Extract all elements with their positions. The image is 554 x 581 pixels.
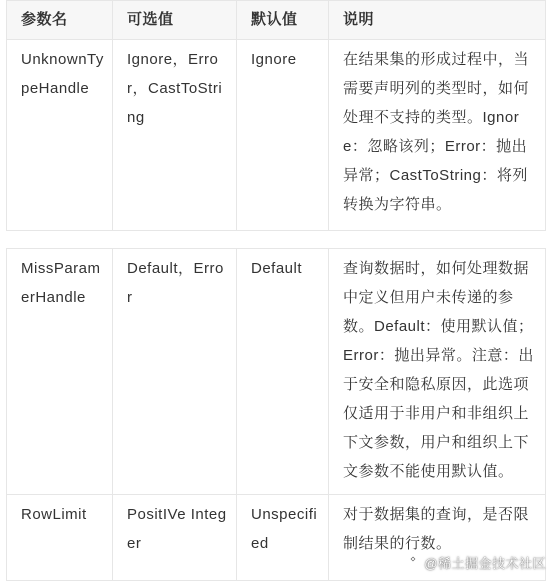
- cell-values: [113, 40, 237, 231]
- param-text: MissParamerHandle: [21, 260, 101, 306]
- cell-description: [329, 40, 546, 231]
- values-text: Default，Error: [127, 260, 224, 306]
- header-default: 默认值: [237, 1, 329, 40]
- cell-values: [113, 495, 237, 581]
- values-text: PositIVe Integer: [127, 506, 227, 552]
- header-description: 说明: [329, 1, 546, 40]
- description-text: 对于数据集的查询，是否限制结果的行数。: [343, 506, 530, 552]
- header-values: 可选值: [113, 1, 237, 40]
- watermark-text: @稀土掘金技术社区: [424, 556, 546, 571]
- cell-default: [237, 249, 329, 495]
- default-text: Unspecified: [251, 506, 318, 552]
- param-text: RowLimit: [21, 506, 87, 523]
- parameter-table-bottom: [6, 248, 546, 581]
- header-param: 参数名: [7, 1, 113, 40]
- default-text: Default: [251, 260, 303, 277]
- default-text: Ignore: [251, 51, 297, 68]
- description-text: 在结果集的形成过程中，当需要声明列的类型时，如何处理不支持的类型。Ignore：忽略该列；Error：抛出异常；CastToString：将列转换为字符串。: [343, 51, 530, 213]
- watermark: [406, 553, 546, 572]
- juejin-logo-icon: [406, 556, 420, 570]
- cell-default: [237, 495, 329, 581]
- cell-description: [329, 249, 546, 495]
- cell-param: [7, 495, 113, 581]
- table-row: [7, 249, 546, 495]
- description-text: 查询数据时，如何处理数据中定义但用户未传递的参数。Default：使用默认值；Error：抛出异常。注意：出于安全和隐私原因，此选项仅适用于非用户和非组织上下文参数，用户和组织上下文参数不能使用默认值。: [343, 260, 534, 480]
- table-header-row: [7, 1, 546, 40]
- parameter-table-top: [6, 0, 546, 231]
- param-text: UnknownTypeHandle: [21, 51, 104, 97]
- cell-param: [7, 40, 113, 231]
- table-row: [7, 40, 546, 231]
- values-text: Ignore，Error，CastToString: [127, 51, 223, 126]
- cell-param: [7, 249, 113, 495]
- cell-default: [237, 40, 329, 231]
- cell-values: [113, 249, 237, 495]
